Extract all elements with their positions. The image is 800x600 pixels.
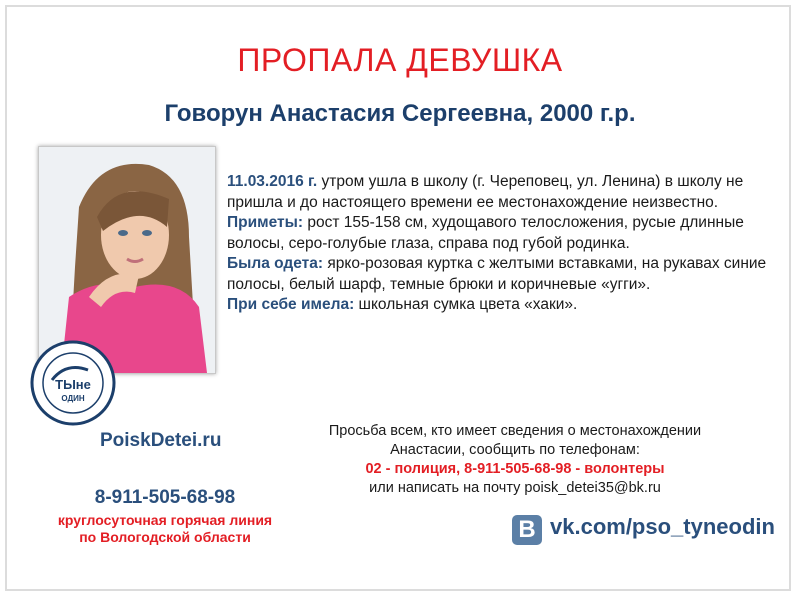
appeal-phones: 02 - полиция, 8-911-505-68-98 - волонтеры: [365, 461, 665, 477]
vk-icon[interactable]: В: [512, 515, 542, 545]
badge-sub-text: ОДИН: [61, 394, 85, 403]
appeal-line-2: Анастасии, сообщить по телефонам:: [390, 442, 640, 458]
hotline-phone[interactable]: 8-911-505-68-98: [94, 487, 236, 508]
appeal-block: [300, 422, 730, 498]
carried-text: школьная сумка цвета «хаки».: [354, 296, 578, 313]
appeal-email: или написать на почту poisk_detei35@bk.ru: [369, 480, 661, 496]
description-paragraph-clothes: [227, 254, 787, 295]
vk-link[interactable]: vk.com/pso_tyneodin: [550, 514, 775, 539]
date-text: утром ушла в школу (г. Череповец, ул. Ленина) в школу не пришла и до настоящего времени ее местонахождение неизвестно.: [227, 173, 744, 211]
hotline-caption: [0, 512, 330, 546]
signs-text: рост 155-158 см, худощавого телосложения, русые длинные волосы, серо-голубые глаза, справа под губой родинка.: [227, 214, 744, 252]
signs-label: Приметы:: [227, 214, 304, 231]
description-paragraph-carried: [227, 295, 787, 316]
website-link[interactable]: PoiskDetei.ru: [100, 430, 222, 451]
description-paragraph-signs: [227, 213, 787, 254]
missing-person-name: Говорун Анастасия Сергеевна, 2000 г.р.: [164, 100, 636, 127]
organization-badge: [30, 340, 116, 426]
description-paragraph-date: [227, 172, 787, 213]
hotline-line-2: по Вологодской области: [79, 529, 251, 545]
appeal-line-1: Просьба всем, кто имеет сведения о местонахождении: [328, 423, 702, 439]
carried-label: При себе имела:: [227, 296, 355, 313]
clothes-text: ярко-розовая куртка с желтыми вставками, на рукавах синие полосы, белый шарф, темные брюки и коричневые «угги».: [227, 255, 767, 293]
hotline-line-1: круглосуточная горячая линия: [57, 512, 273, 528]
poster-headline: ПРОПАЛА ДЕВУШКА: [237, 42, 563, 78]
description-block: [227, 172, 787, 316]
badge-main-text: ТЫне: [55, 377, 91, 392]
clothes-label: Была одета:: [227, 255, 324, 272]
date-label: 11.03.2016 г.: [227, 173, 318, 190]
